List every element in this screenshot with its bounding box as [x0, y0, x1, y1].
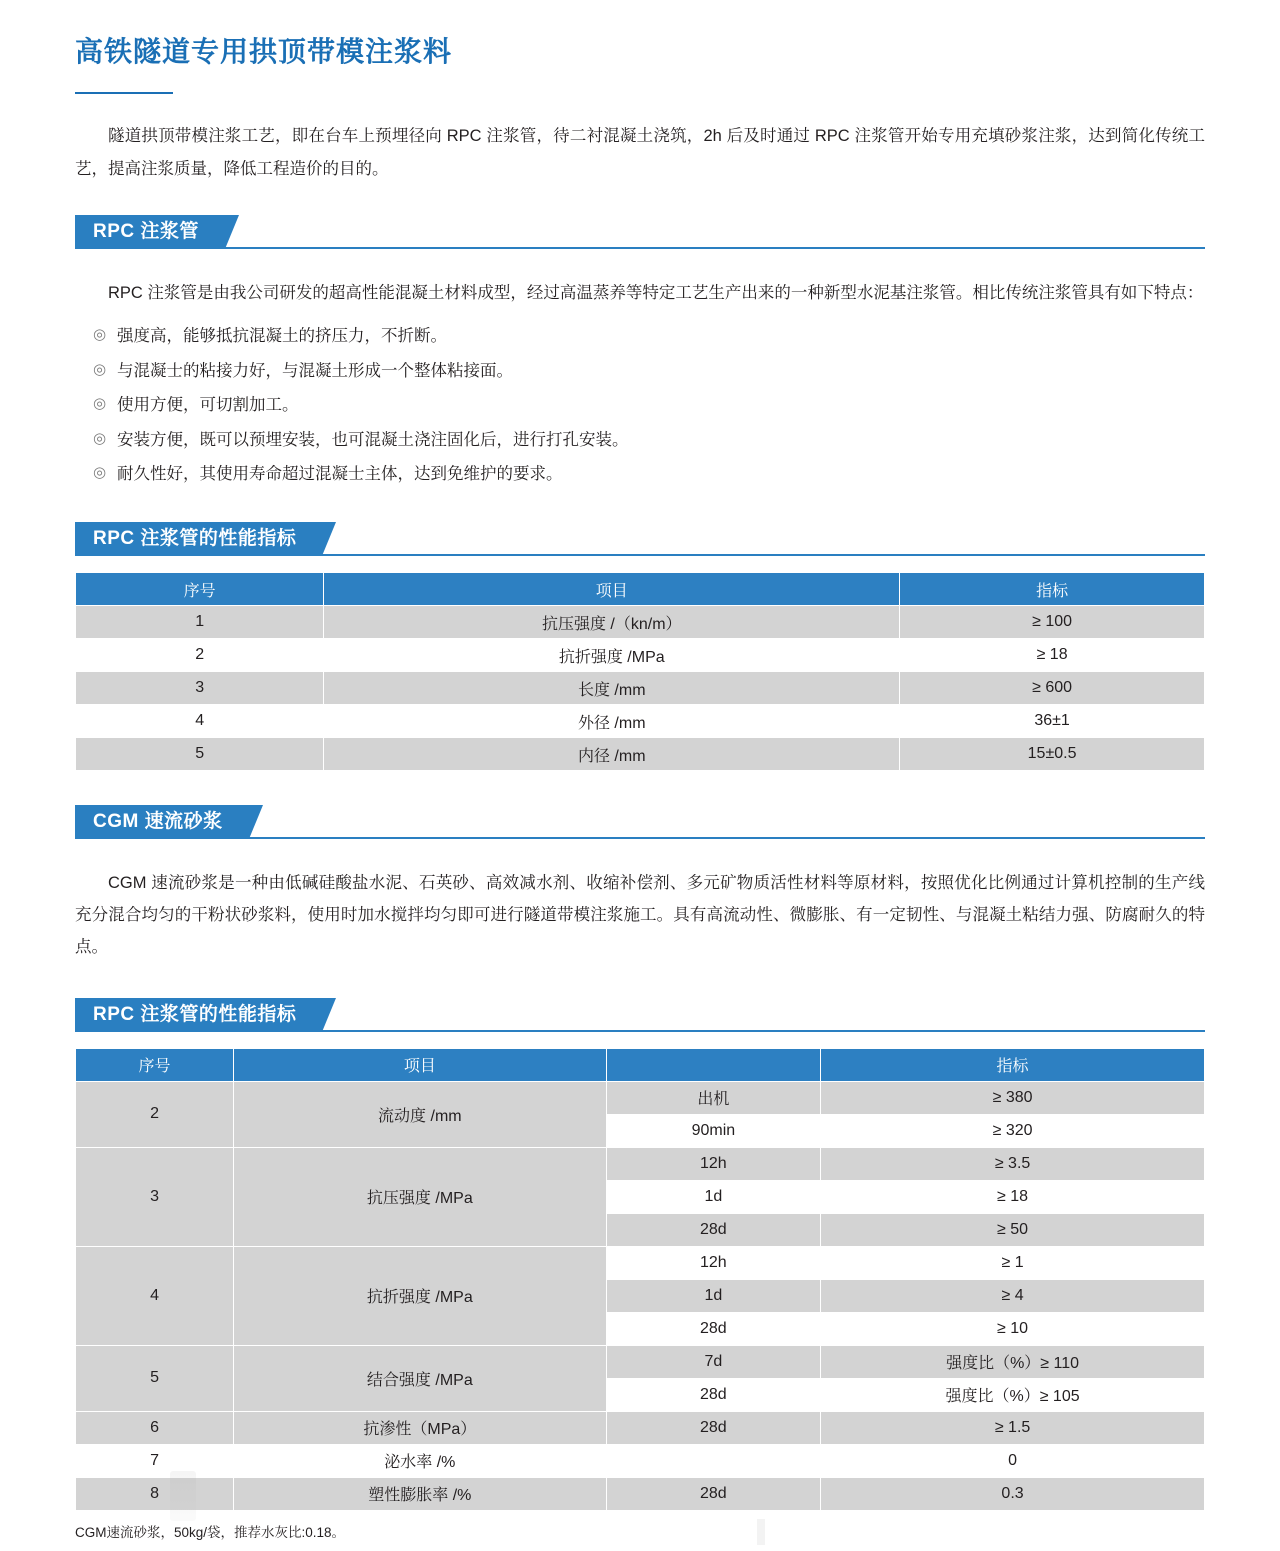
cell-no: 2: [76, 639, 324, 672]
cell-condition: 28d: [606, 1312, 821, 1345]
cgm-paragraph: CGM 速流砂浆是一种由低碱硅酸盐水泥、石英砂、高效减水剂、收缩补偿剂、多元矿物质活性材料等原材料，按照优化比例通过计算机控制的生产线充分混合均匀的干粉状砂浆料，使用时加水搅拌均匀即可进行隧道带模注浆施工。具有高流动性、微膨胀、有一定韧性、与混凝土粘结力强、防腐耐久的特点。: [75, 874, 1205, 957]
cgm-spec-table: [75, 1048, 1205, 1511]
cell-no: 7: [76, 1444, 234, 1477]
section-underline: [75, 1030, 1205, 1032]
list-item: [75, 354, 1205, 389]
cell-condition: 28d: [606, 1213, 821, 1246]
cell-item: 抗折强度 /MPa: [234, 1246, 607, 1345]
section-heading-rpc-pipe: [75, 215, 1205, 249]
cell-no: 3: [76, 1147, 234, 1246]
table-row: [76, 1444, 1205, 1477]
table-row: [76, 705, 1205, 738]
cell-item: 泌水率 /%: [234, 1444, 607, 1477]
cell-no: 6: [76, 1411, 234, 1444]
watermark-graphic: [170, 1471, 196, 1521]
cell-value: 强度比（%）≥ 105: [821, 1378, 1205, 1411]
table-row: [76, 1345, 1205, 1378]
cell-value: 0.3: [821, 1477, 1205, 1510]
table-row: [76, 1411, 1205, 1444]
section-heading-label: CGM 速流砂浆: [75, 805, 249, 839]
cell-no: 4: [76, 1246, 234, 1345]
rpc-spec-table: [75, 572, 1205, 771]
table-row: [76, 1081, 1205, 1114]
cell-condition: 28d: [606, 1411, 821, 1444]
cell-no: 4: [76, 705, 324, 738]
list-item-label: 强度高，能够抵抗混凝土的挤压力，不折断。: [117, 326, 447, 345]
cell-item: 外径 /mm: [324, 705, 900, 738]
table-row: [76, 672, 1205, 705]
intro-paragraph: 隧道拱顶带模注浆工艺，即在台车上预埋径向 RPC 注浆管，待二衬混凝土浇筑，2h 后及时通过 RPC 注浆管开始专用充填砂浆注浆，达到简化传统工艺，提高注浆质量，降低工程造价的目的。: [75, 127, 1205, 178]
list-item: [75, 388, 1205, 423]
table-row: [76, 1147, 1205, 1180]
cell-no: 8: [76, 1477, 234, 1510]
cell-condition: [606, 1444, 821, 1477]
column-header-item: 项目: [324, 573, 900, 606]
column-header-no: 序号: [76, 1048, 234, 1081]
rpc-pipe-feature-list: [75, 319, 1205, 492]
list-item-label: 与混凝士的粘接力好，与混凝土形成一个整体粘接面。: [117, 361, 513, 380]
circle-outline-icon: ◎: [93, 464, 107, 482]
table-row: [76, 1246, 1205, 1279]
cell-condition: 28d: [606, 1378, 821, 1411]
cell-value: 15±0.5: [900, 738, 1205, 771]
cell-condition: 7d: [606, 1345, 821, 1378]
cell-condition: 出机: [606, 1081, 821, 1114]
cell-item: 塑性膨胀率 /%: [234, 1477, 607, 1510]
section-underline: [75, 837, 1205, 839]
cell-item: 抗压强度 /（kn/m）: [324, 606, 900, 639]
section-underline: [75, 554, 1205, 556]
circle-outline-icon: ◎: [93, 360, 107, 378]
cell-item: 流动度 /mm: [234, 1081, 607, 1147]
cell-value: ≥ 380: [821, 1081, 1205, 1114]
cell-no: 2: [76, 1081, 234, 1147]
cell-item: 抗折强度 /MPa: [324, 639, 900, 672]
cell-value: ≥ 50: [821, 1213, 1205, 1246]
cell-value: ≥ 10: [821, 1312, 1205, 1345]
section-underline: [75, 247, 1205, 249]
column-header-condition: [606, 1048, 821, 1081]
list-item-label: 使用方便，可切割加工。: [117, 396, 299, 415]
table-header-row: [76, 1048, 1205, 1081]
cell-condition: 90min: [606, 1114, 821, 1147]
cell-value: 36±1: [900, 705, 1205, 738]
cell-value: ≥ 3.5: [821, 1147, 1205, 1180]
cell-value: ≥ 600: [900, 672, 1205, 705]
list-item: [75, 319, 1205, 354]
cell-value: ≥ 4: [821, 1279, 1205, 1312]
cell-no: 3: [76, 672, 324, 705]
cell-condition: 12h: [606, 1147, 821, 1180]
section-heading-label: RPC 注浆管的性能指标: [75, 998, 322, 1032]
column-header-no: 序号: [76, 573, 324, 606]
cell-condition: 28d: [606, 1477, 821, 1510]
section-heading-cgm-spec: [75, 998, 1205, 1032]
cell-condition: 12h: [606, 1246, 821, 1279]
column-header-value: 指标: [900, 573, 1205, 606]
cell-value: 强度比（%）≥ 110: [821, 1345, 1205, 1378]
title-divider: [75, 92, 173, 94]
circle-outline-icon: ◎: [93, 429, 107, 447]
table-row: [76, 1477, 1205, 1510]
cell-no: 5: [76, 738, 324, 771]
column-header-item: 项目: [234, 1048, 607, 1081]
cell-condition: 1d: [606, 1279, 821, 1312]
footnote: CGM速流砂浆，50kg/袋，推荐水灰比:0.18。: [75, 1524, 346, 1540]
cell-condition: 1d: [606, 1180, 821, 1213]
list-item: [75, 457, 1205, 492]
circle-outline-icon: ◎: [93, 395, 107, 413]
section-heading-label: RPC 注浆管的性能指标: [75, 522, 322, 556]
page-title: 高铁隧道专用拱顶带模注浆料: [75, 36, 453, 67]
cell-value: ≥ 18: [821, 1180, 1205, 1213]
table-row: [76, 639, 1205, 672]
table-row: [76, 606, 1205, 639]
cell-no: 1: [76, 606, 324, 639]
table-header-row: [76, 573, 1205, 606]
cell-value: ≥ 18: [900, 639, 1205, 672]
cell-no: 5: [76, 1345, 234, 1411]
cell-value: ≥ 1.5: [821, 1411, 1205, 1444]
cell-item: 抗压强度 /MPa: [234, 1147, 607, 1246]
column-header-value: 指标: [821, 1048, 1205, 1081]
list-item-label: 耐久性好，其使用寿命超过混凝士主体，达到免维护的要求。: [117, 465, 563, 484]
table-row: [76, 738, 1205, 771]
section-heading-label: RPC 注浆管: [75, 215, 225, 249]
cell-value: ≥ 1: [821, 1246, 1205, 1279]
rpc-pipe-paragraph: RPC 注浆管是由我公司研发的超高性能混凝土材料成型，经过高温蒸养等特定工艺生产出来的一种新型水泥基注浆管。相比传统注浆管具有如下特点：: [108, 283, 1204, 302]
cell-value: 0: [821, 1444, 1205, 1477]
list-item: [75, 423, 1205, 458]
cell-item: 抗渗性（MPa）: [234, 1411, 607, 1444]
cell-item: 内径 /mm: [324, 738, 900, 771]
cell-item: 结合强度 /MPa: [234, 1345, 607, 1411]
cell-value: ≥ 100: [900, 606, 1205, 639]
cell-item: 长度 /mm: [324, 672, 900, 705]
cell-value: ≥ 320: [821, 1114, 1205, 1147]
list-item-label: 安装方便，既可以预埋安装，也可混凝土浇注固化后，进行打孔安装。: [117, 430, 629, 449]
circle-outline-icon: ◎: [93, 325, 107, 343]
section-heading-rpc-spec: [75, 522, 1205, 556]
section-heading-cgm: [75, 805, 1205, 839]
